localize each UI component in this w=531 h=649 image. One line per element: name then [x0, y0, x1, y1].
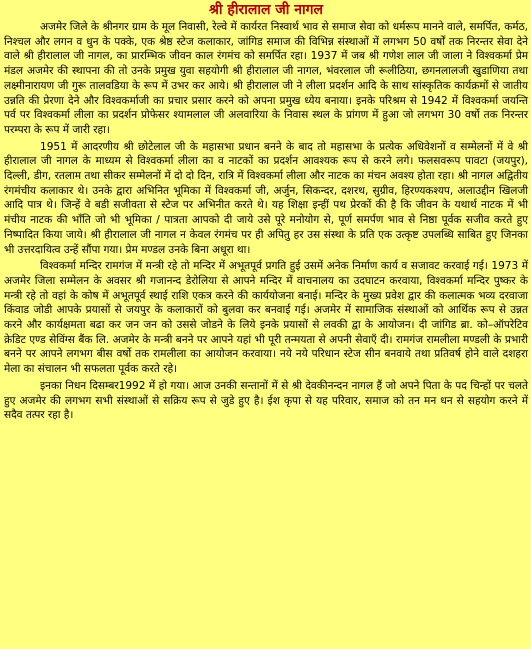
biography-paragraph-early-life: अजमेर जिले के श्रीनगर ग्राम के मूल निवासी, रेल्वे में कार्यरत निस्वार्थ भाव से समाज सेवा को धर्मरूप मानने वाले, समर्पित, कर्मठ, निश्चल और लगन व धुन के पक्के, एक श्रेष्ठ स्टेज कलाकार, जांगिड समाज की विभिन्न संस्थाओं में लगभग 50 वर्षों तक निरन्तर सेवा देने वाले श्री हीरालाल जी नागल, का प्रारम्भिक जीवन काल रंगमंच को समर्पित रहा। 1937 में जब श्री गणेश लाल जी जाला ने विश्वकर्मा प्रेम मंडल अजमेर की स्थापना की तो उनके प्रमुख युवा सहयोगी श्री हीरालाल जी नागल, भंवरलाल जी रूलीठिया, छगनलालजी खुडाणिया तथा लक्ष्मीनारायण जी गुरू तालवडिया के रूप में उभर कर आये। श्री हीरालाल जी ने लीला प्रदर्शन आदि के साथ सांस्कृतिक कार्यक्रमों से जातीय उन्नति की प्रेरणा देने और विश्वकर्माजी का प्रचार प्रसार करने को अपना प्रमुख ध्येय बनाया। इनके परिश्रम से 1942 में विश्वकर्मा जयन्ति पर्व पर विश्वकर्मा लीला का प्रदर्शन प्रोफेसर श्यामलाल जी अलवारिया के निवास स्थल के प्रांगण में हुआ जो लगभग 30 वर्षो तक निरन्तर परम्परा के रूप में जारी रहा।	[4, 21, 528, 136]
biography-paragraph-theatre: 1951 में आदरणीय श्री छोटेलाल जी के महासभा प्रधान बनने के बाद तो महासभा के प्रत्येक अधिवेशनों व सम्मेलनों में वे श्री हीरालाल जी नागल के माध्यम से विश्वकर्मा लीला का व नाटकों का प्रदर्शन आवश्यक रूप से करने लगे। फलसवरूप पावटा (जयपुर), दिल्ली, डीग, रतलाम तथा सीकर सम्मेलनों में दो दो दिन, रात्रि में विश्वकर्मा लीला और नाटक का मंचन अवश्य होता रहा। श्री नागल अद्वितीय रंगमंचीय कलाकार थे। उनके द्वारा अभिनित भूमिका में विश्वकर्मा जी, अर्जुन, सिकन्दर, दशरथ, सुग्रीव, हिरण्यकश्यप, अलाउद्दीन खिलजी आदि पात्र थे। जिन्हें वे बडी सजीवता से स्टेज पर अभिनीत करते थे। यह शिक्षा इन्हीं पथ प्रेरकों की है कि जीवन के यथार्थ नाटक में भी मंचीय नाटक की भाँति जो भी भूमिका / पात्रता आपको दी जाये उसे पूरे मनोयोग से, पूर्ण समर्पण भाव से निष्ठा पूर्वक सजीव करते हुए निष्पादित किया जाये। श्री हीरालाल जी नागल न केवल रंगमंच पर ही अपितु हर उस संस्था के प्रति एक उत्कृष्ट उपलब्धि साबित हुए जिनका भी उत्तरदायित्व उन्हें सौंपा गया। प्रेम मण्डल उनके बिना अधूरा था।	[4, 140, 528, 256]
document-title: श्री हीरालाल जी नागल	[209, 2, 323, 18]
biography-paragraph-temple-service: विश्वकर्मा मन्दिर रामगंज में मन्त्री रहे तो मन्दिर में अभूतपूर्व प्रगति हुई उसमें अनेक निर्माण कार्य व सजावट करवाई गई। 1973 में अजमेर जिला सम्मेलन के अवसर श्री गजानन्द डेरोलिया से आपने मन्दिर में वाचनालय का उदघाटन करवाया, विश्वकर्मा मन्दिर पुष्कर के मन्त्री रहे तो वहां के कोष में अभूतपूर्व स्थाई राशि एकत्र करने की कार्ययोजना बनाई। मन्दिर के मुख्य प्रवेश द्वार की कलात्मक भव्य दरवाजा किंवाड जोडी आपके प्रयासों से जयपुर के कलाकारों को बुलवा कर बनवाई गई। अजमेर में सामाजिक संस्थाओं को आर्थिक रूप से उन्नत करने और कार्यक्षमता बढा कर जन जन को उससे जोडने के लिये इनके प्रयासों से लवकी द्वा के आयोजन। दी जांगिड ब्रा. को–ऑपरेटिव क्रेडिट एण्ड सेविंग्स बैंक लि. अजमेर के मन्त्री बनने पर आपने यहां भी पूरी तन्मयता से अपनी सेवाएँ दी। रामगंज रामलीला मण्डली के प्रभारी बनने पर आपने लगभग बीस वर्षो तक रामलीला का आयोजन करवाया। नये नये परिधान स्टेज सीन बनवाये तथा प्रतिवर्ष होने वाले दशहरा मेला का संचालन भी सफलता पूर्वक करते रहे।	[4, 260, 528, 376]
biography-paragraph-death-legacy: इनका निधन दिसम्बर1992 में हो गया। आज उनकी सन्तानों में से श्री देवकीनन्दन नागल हैं जो अपने पिता के पद चिन्हों पर चलते हुए अजमेर की लगभग सभी संस्थाओं से सक्रिय रूप से जुडे हुए है। ईश कृपा से यह परिवार, समाज को तन मन धन से सहयोग करने में सदैव तत्पर रहा है।	[4, 379, 528, 422]
